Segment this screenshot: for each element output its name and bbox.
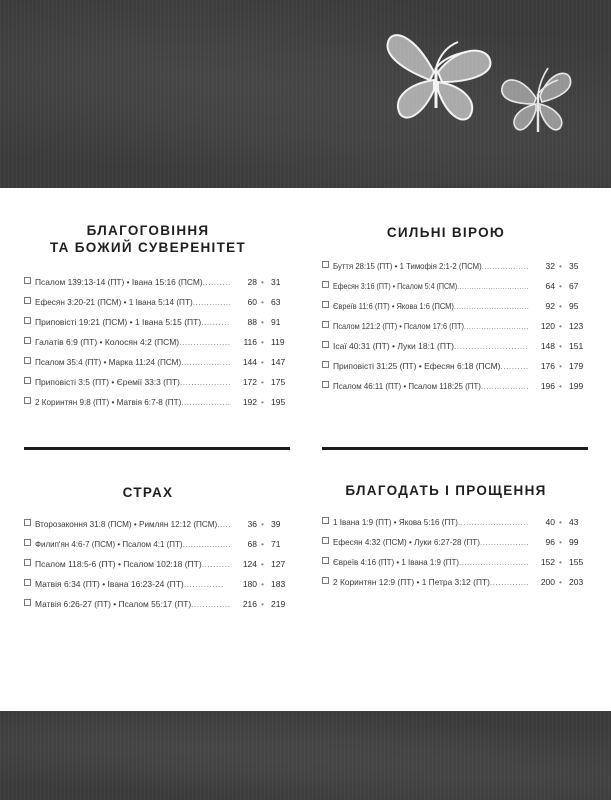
bullet-separator: • xyxy=(261,397,264,407)
bullet-separator: • xyxy=(559,537,562,547)
page-number: 172 xyxy=(242,377,257,387)
checkbox[interactable] xyxy=(322,557,329,564)
checkbox[interactable] xyxy=(24,337,31,344)
scripture-refs: Буття 28:15 (ПТ) • 1 Тимофія 2:1-2 (ПСМ) xyxy=(333,261,482,271)
scripture-refs: Приповісті 31:25 (ПТ) • Ефесян 6:18 (ПСМ) xyxy=(333,361,501,371)
scripture-refs: Приповісті 3:5 (ПТ) • Єремії 33:3 (ПТ) xyxy=(35,377,180,387)
list-item xyxy=(322,556,584,576)
bullet-separator: • xyxy=(559,301,562,311)
bullet-separator: • xyxy=(261,357,264,367)
section-title-line: СИЛЬНІ ВІРОЮ xyxy=(386,225,506,240)
entry-list xyxy=(24,518,286,618)
checkbox[interactable] xyxy=(322,381,329,388)
section-title-line: СТРАХ xyxy=(122,485,174,500)
bullet-separator: • xyxy=(559,557,562,567)
page-number: 196 xyxy=(540,381,555,391)
list-item xyxy=(24,316,281,336)
page-number: 40 xyxy=(545,517,555,527)
page-number: 144 xyxy=(242,357,257,367)
scripture-refs: Ефесян 3:16 (ПТ) • Псалом 5:4 (ПСМ) xyxy=(333,281,458,291)
scripture-refs: Псалом 118:5-6 (ПТ) • Псалом 102:18 (ПТ) xyxy=(35,559,202,569)
list-item xyxy=(322,380,584,400)
page-number: 31 xyxy=(271,277,281,287)
page-number: 147 xyxy=(271,357,286,367)
page-number: 195 xyxy=(271,397,286,407)
page-number: 68 xyxy=(247,539,257,549)
scripture-refs: Псалом 139:13-14 (ПТ) • Івана 15:16 (ПСМ) xyxy=(35,277,203,287)
bullet-separator: • xyxy=(559,321,562,331)
list-item xyxy=(322,260,579,280)
leader-dots: .............. xyxy=(183,579,224,589)
page-number: 151 xyxy=(569,341,584,351)
page-number: 91 xyxy=(271,317,281,327)
page-number: 179 xyxy=(569,361,584,371)
chalkboard-bottom-banner xyxy=(0,711,611,800)
list-item xyxy=(322,516,579,536)
page-number: 175 xyxy=(271,377,286,387)
leader-dots: .............. xyxy=(192,297,232,307)
butterfly-icon xyxy=(374,24,498,132)
leader-dots: .............. xyxy=(489,577,530,587)
checkbox[interactable] xyxy=(24,397,31,404)
leader-dots: ..... xyxy=(217,519,232,529)
leader-dots: .................. xyxy=(179,377,231,387)
checkbox[interactable] xyxy=(322,577,329,584)
leader-dots: .......... xyxy=(500,361,529,371)
section-title-line: БЛАГОГОВІННЯ xyxy=(86,223,210,238)
bullet-separator: • xyxy=(261,337,264,347)
bullet-separator: • xyxy=(559,361,562,371)
checkbox[interactable] xyxy=(24,599,31,606)
checkbox[interactable] xyxy=(24,317,31,324)
scripture-refs: Матвія 6:26-27 (ПТ) • Псалом 55:17 (ПТ) xyxy=(35,599,192,609)
bullet-separator: • xyxy=(261,277,264,287)
page-number: 120 xyxy=(540,321,555,331)
section-title xyxy=(322,482,570,499)
checkbox[interactable] xyxy=(24,539,31,546)
bullet-separator: • xyxy=(261,297,264,307)
leader-dots: .................. xyxy=(181,357,231,367)
scripture-refs: Псалом 35:4 (ПТ) • Марка 11:24 (ПСМ) xyxy=(35,357,182,367)
list-item xyxy=(24,336,285,356)
bullet-separator: • xyxy=(559,381,562,391)
scripture-refs: 2 Коринтян 12:9 (ПТ) • 1 Петра 3:12 (ПТ) xyxy=(333,577,490,587)
checkbox[interactable] xyxy=(24,357,31,364)
bullet-separator: • xyxy=(261,377,264,387)
list-item xyxy=(24,276,281,296)
scripture-refs: Второзаконня 31:8 (ПСМ) • Римлян 12:12 (ПСМ) xyxy=(35,519,218,529)
list-item xyxy=(322,360,584,380)
page-number: 60 xyxy=(247,297,257,307)
page-number: 64 xyxy=(545,281,555,291)
bullet-separator: • xyxy=(559,517,562,527)
page-number: 180 xyxy=(242,579,257,589)
checkbox[interactable] xyxy=(322,301,329,308)
page-number: 127 xyxy=(271,559,286,569)
bullet-separator: • xyxy=(261,539,264,549)
list-item xyxy=(322,340,584,360)
entry-list xyxy=(24,276,286,416)
leader-dots: .......................... xyxy=(463,321,529,331)
checkbox[interactable] xyxy=(24,297,31,304)
section-title xyxy=(322,224,570,241)
bullet-separator: • xyxy=(559,261,562,271)
list-item xyxy=(24,578,286,598)
checkbox[interactable] xyxy=(24,377,31,384)
scripture-refs: Євреїв 4:16 (ПТ) • 1 Івана 1:9 (ПТ) xyxy=(333,557,460,567)
chalkboard-top-banner xyxy=(0,0,611,188)
leader-dots: .............. xyxy=(191,599,231,609)
section-divider xyxy=(24,447,290,450)
bullet-separator: • xyxy=(261,599,264,609)
section-title-line: ТА БОЖИЙ СУВЕРЕНІТЕТ xyxy=(49,240,246,255)
page-number: 28 xyxy=(247,277,257,287)
list-item xyxy=(322,280,579,300)
list-item xyxy=(24,396,286,416)
list-item xyxy=(24,356,286,376)
scripture-refs: 1 Івана 1:9 (ПТ) • Якова 5:16 (ПТ) xyxy=(333,517,458,527)
page-number: 152 xyxy=(540,557,555,567)
list-item xyxy=(24,518,281,538)
section-grace-and-forgiveness xyxy=(322,482,584,587)
page-number: 199 xyxy=(569,381,584,391)
page-number: 176 xyxy=(540,361,555,371)
page-number: 32 xyxy=(545,261,555,271)
page-number: 203 xyxy=(569,577,584,587)
scripture-refs: Псалом 46:11 (ПТ) • Псалом 118:25 (ПТ) xyxy=(333,381,481,391)
scripture-refs: Приповісті 19:21 (ПСМ) • 1 Івана 5:15 (ПТ) xyxy=(35,317,202,327)
checkbox[interactable] xyxy=(322,517,329,524)
page-number: 123 xyxy=(569,321,584,331)
list-item xyxy=(24,296,281,316)
page-number: 67 xyxy=(569,281,579,291)
leader-dots: .......................... xyxy=(453,341,529,351)
bullet-separator: • xyxy=(559,577,562,587)
list-item xyxy=(322,576,584,596)
scripture-refs: Филип'ян 4:6-7 (ПСМ) • Псалом 4:1 (ПТ) xyxy=(35,539,183,549)
scripture-refs: Матвія 6:34 (ПТ) • Івана 16:23-24 (ПТ) xyxy=(35,579,184,589)
bullet-separator: • xyxy=(559,281,562,291)
page-number: 39 xyxy=(271,519,281,529)
section-title xyxy=(24,484,272,501)
leader-dots: .................. xyxy=(479,537,530,547)
page-number: 119 xyxy=(271,337,285,347)
checkbox[interactable] xyxy=(24,519,31,526)
list-item xyxy=(24,376,286,396)
bullet-separator: • xyxy=(261,317,264,327)
leader-dots: .......... xyxy=(202,277,231,287)
bullet-separator: • xyxy=(261,519,264,529)
page-number: 43 xyxy=(569,517,579,527)
page-number: 155 xyxy=(569,557,584,567)
list-item xyxy=(24,538,281,558)
list-item xyxy=(24,598,286,618)
page-number: 95 xyxy=(569,301,579,311)
leader-dots: .............................. xyxy=(457,281,529,291)
scripture-refs: Галатів 6:9 (ПТ) • Колосян 4:2 (ПСМ) xyxy=(35,337,180,347)
leader-dots: .................. xyxy=(182,539,231,549)
page-number: 192 xyxy=(242,397,257,407)
section-fear xyxy=(24,484,286,609)
section-strong-in-faith xyxy=(322,224,584,391)
page-number: 92 xyxy=(545,301,555,311)
scripture-refs: Ефесян 4:32 (ПСМ) • Луки 6:27-28 (ПТ) xyxy=(333,537,480,547)
page-number: 116 xyxy=(243,337,257,347)
section-title-line: БЛАГОДАТЬ І ПРОЩЕННЯ xyxy=(345,483,547,498)
list-item xyxy=(322,300,579,320)
checkbox[interactable] xyxy=(322,261,329,268)
scripture-refs: Псалом 121:2 (ПТ) • Псалом 17:6 (ПТ) xyxy=(333,321,464,331)
scripture-refs: Ефесян 3:20-21 (ПСМ) • 1 Івана 5:14 (ПТ) xyxy=(35,297,193,307)
list-item xyxy=(322,320,584,340)
leader-dots: .......... xyxy=(201,317,230,327)
leader-dots: .................. xyxy=(179,337,231,347)
page-number: 96 xyxy=(545,537,555,547)
list-item xyxy=(24,558,286,578)
scripture-refs: Євреїв 11:6 (ПТ) • Якова 1:6 (ПСМ) xyxy=(333,301,454,311)
leader-dots: .......... xyxy=(201,559,231,569)
page-number: 200 xyxy=(540,577,555,587)
page-number: 88 xyxy=(247,317,257,327)
page-number: 148 xyxy=(540,341,555,351)
checkbox[interactable] xyxy=(24,559,31,566)
leader-dots: .................. xyxy=(481,261,529,271)
page-number: 99 xyxy=(569,537,579,547)
page-number: 219 xyxy=(271,599,286,609)
leader-dots: .......................... xyxy=(459,557,529,567)
page-number: 71 xyxy=(271,539,281,549)
page-number: 183 xyxy=(271,579,286,589)
checkbox[interactable] xyxy=(24,579,31,586)
leader-dots: .................. xyxy=(480,381,530,391)
leader-dots: .......................... xyxy=(457,517,529,527)
leader-dots: .............................. xyxy=(453,301,530,311)
section-title xyxy=(24,222,272,256)
list-item xyxy=(322,536,579,556)
page-number: 124 xyxy=(242,559,257,569)
section-reverence xyxy=(24,222,286,407)
checkbox[interactable] xyxy=(322,341,329,348)
checkbox[interactable] xyxy=(322,537,329,544)
section-divider xyxy=(322,447,588,450)
bullet-separator: • xyxy=(559,341,562,351)
page-number: 216 xyxy=(242,599,257,609)
checkbox[interactable] xyxy=(24,277,31,284)
scripture-refs: Ісаї 40:31 (ПТ) • Луки 18:1 (ПТ) xyxy=(333,341,454,351)
bullet-separator: • xyxy=(261,559,264,569)
checkbox[interactable] xyxy=(322,281,329,288)
page-number: 63 xyxy=(271,297,281,307)
leader-dots: .................. xyxy=(181,397,231,407)
entry-list xyxy=(322,260,584,400)
scripture-refs: 2 Коринтян 9:8 (ПТ) • Матвія 6:7-8 (ПТ) xyxy=(35,397,182,407)
checkbox[interactable] xyxy=(322,321,329,328)
butterfly-icon xyxy=(496,62,578,142)
bullet-separator: • xyxy=(261,579,264,589)
page-number: 35 xyxy=(569,261,579,271)
checkbox[interactable] xyxy=(322,361,329,368)
entry-list xyxy=(322,516,584,596)
page-number: 36 xyxy=(247,519,257,529)
